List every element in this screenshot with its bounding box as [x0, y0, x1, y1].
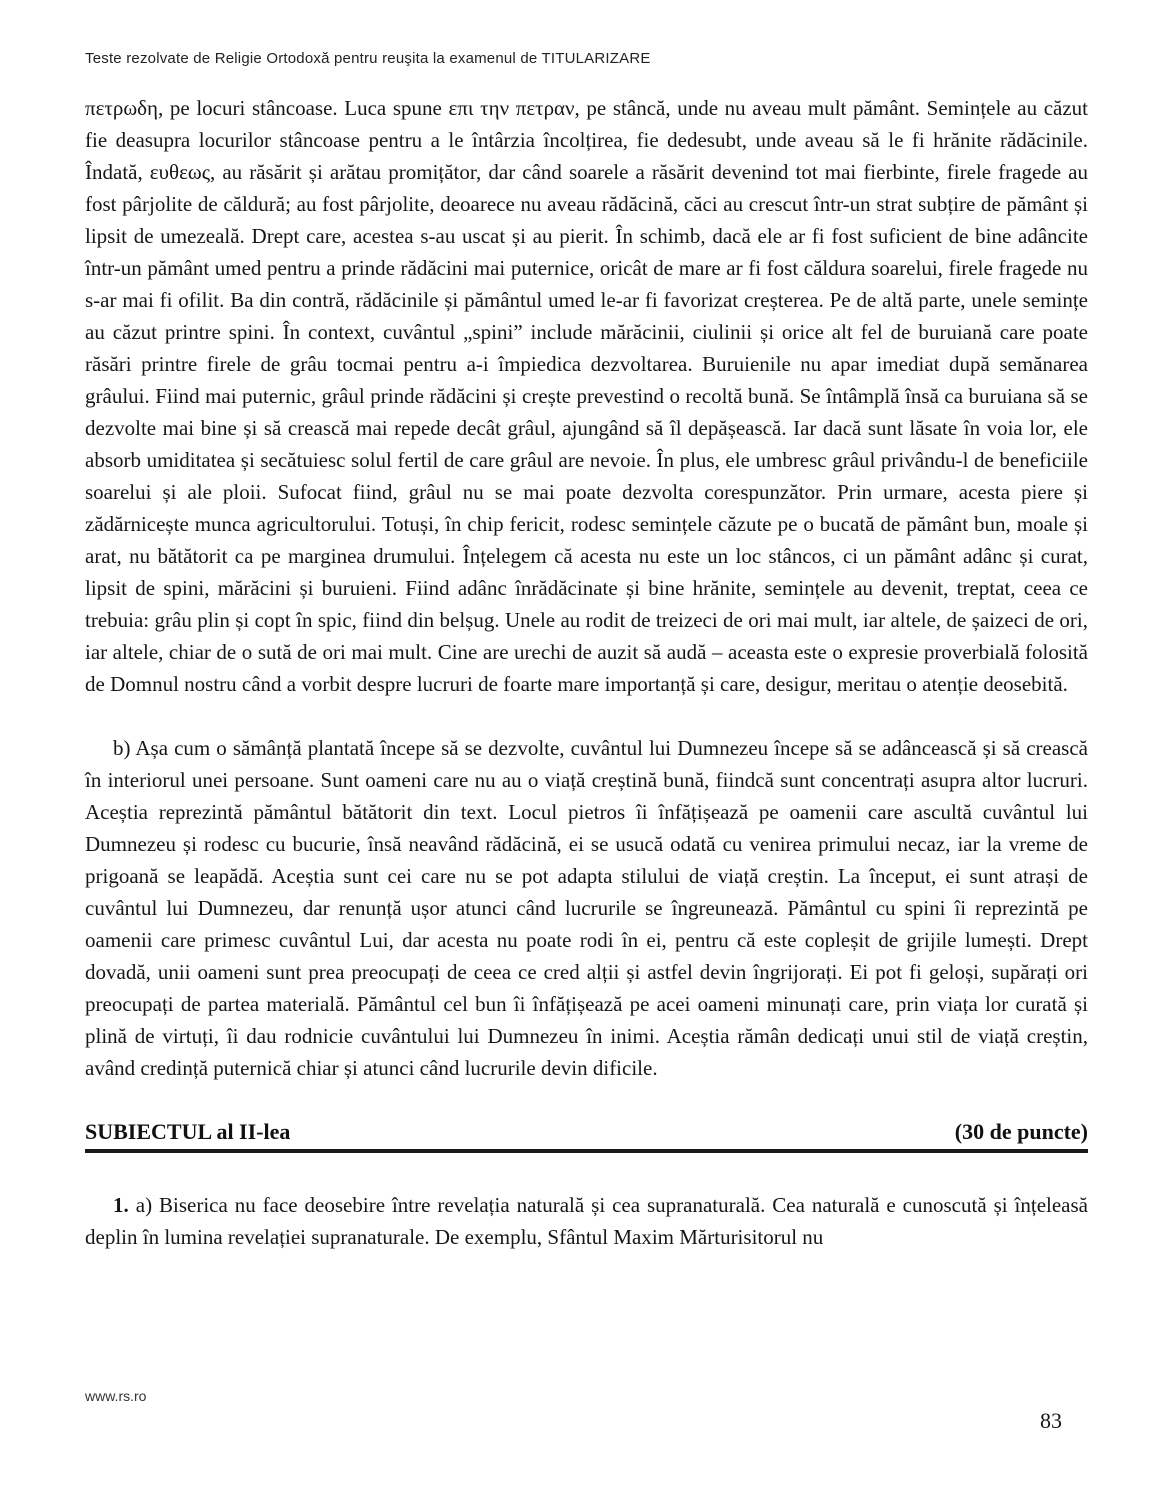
paragraph-b: b) Așa cum o sămânță plantată începe să se dezvolte, cuvântul lui Dumnezeu începe să se adâncească și să crească în interiorul unei persoane. Sunt oameni care nu au o viață creștină bună, fiindcă sunt concentrați asupra altor lucruri. Aceștia reprezintă pământul bătătorit din text. Locul pietros îi înfățișează pe oamenii care ascultă cuvântul lui Dumnezeu și rodesc cu bucurie, însă neavând rădăcină, ei se usucă odată cu venirea primului necaz, iar la vreme de prigoană se leapădă. Aceștia sunt cei care nu se pot adapta stilului de viață creștin. La început, ei sunt atrași de cuvântul lui Dumnezeu, dar renunță ușor atunci când lucrurile se îngreunează. Pământul cu spini îi reprezintă pe oamenii care primesc cuvântul Lui, dar acesta nu poate rodi în ei, pentru că este copleșit de grijile lumești. Drept dovadă, unii oameni sunt prea preocupați de ceea ce cred alții și astfel devin îngrijorați. Ei pot fi geloși, supărați ori preocupați de partea materială. Pământul cel bun îi înfățișează pe acei oameni minunați care, prin viața lor curată și plină de virtuți, îi dau rodnicie cuvântului lui Dumnezeu în inimi. Aceștia rămân dedicați unui stil de viață creștin, având credință puternică chiar și atunci când lucrurile devin dificile.: [85, 736, 1088, 1080]
page-number: 83: [1040, 1408, 1062, 1433]
section-points: (30 de puncte): [954, 1119, 1088, 1144]
page-footer: [85, 1388, 1088, 1434]
answer-text: a) Biserica nu face deosebire între revelația naturală și cea supranaturală. Cea naturală e cunoscută și înțeleasă deplin în lumina revelației supranaturale. De exemplu, Sfântul Maxim Mărturisitorul nu: [85, 1193, 1088, 1249]
section-heading: [85, 1118, 1088, 1153]
paragraph-answer-1: [85, 1189, 1088, 1253]
answer-number: 1.: [113, 1193, 129, 1217]
website-url: www.rs.ro: [85, 1388, 147, 1404]
paragraph-continuation: πετρωδη, pe locuri stâncoase. Luca spune επι την πετραν, pe stâncă, unde nu aveau mult pământ. Semințele au căzut fie deasupra locurilor stâncoase pentru a le întârzia încolțirea, fie dedesubt, unde aveau să le fi hrănite rădăcinile. Îndată, ευθεως, au răsărit și arătau promițător, dar când soarele a răsărit devenind tot mai fierbinte, firele fragede au fost pârjolite de căldură; au fost pârjolite, deoarece nu aveau rădăcină, căci au crescut într-un strat subțire de pământ și lipsit de umezeală. Drept care, acestea s-au uscat și au pierit. În schimb, dacă ele ar fi fost suficient de bine adâncite într-un pământ umed pentru a prinde rădăcini mai puternice, oricât de mare ar fi fost căldura soarelui, firele fragede nu s-ar mai fi ofilit. Ba din contră, rădăcinile și pământul umed le-ar fi favorizat creșterea. Pe de altă parte, unele semințe au căzut printre spini. În context, cuvântul „spini” include mărăcinii, ciulinii și orice alt fel de buruiană care poate răsări printre firele de grâu tocmai pentru a-i împiedica dezvoltarea. Buruienile nu apar imediat după semănarea grâului. Fiind mai puternic, grâul prinde rădăcini și crește prevestind o recoltă bună. Se întâmplă însă ca buruiana să se dezvolte mai bine și să crească mai repede decât grâul, ajungând să îl depășească. Iar dacă sunt lăsate în voia lor, ele absorb umiditatea și secătuiesc solul fertil de care grâul are nevoie. În plus, ele umbresc grâul privându-l de beneficiile soarelui și ale ploii. Sufocat fiind, grâul nu se mai poate dezvolta corespunzător. Prin urmare, acesta piere și zădărnicește munca agricultorului. Totuși, în chip fericit, rodesc semințele căzute pe o bucată de pământ bun, moale și arat, nu bătătorit ca pe marginea drumului. Înțelegem că acesta nu este un loc stâncos, ci un pământ adânc și curat, lipsit de spini, mărăcini și buruieni. Fiind adânc înrădăcinate și bine hrănite, semințele au devenit, treptat, ceea ce trebuia: grâu plin și copt în spic, fiind din belșug. Unele au rodit de treizeci de ori mai mult, iar altele, de șaizeci de ori, iar altele, chiar de o sută de ori mai mult. Cine are urechi de auzit să audă – aceasta este o expresie proverbială folosită de Domnul nostru când a vorbit despre lucruri de foarte mare importanță și care, desigur, meritau o atenție deosebită.: [85, 96, 1088, 696]
body-text: [85, 92, 1088, 1084]
running-header: Teste rezolvate de Religie Ortodoxă pentru reuşita la examenul de TITULARIZARE: [85, 50, 651, 67]
section-title: SUBIECTUL al II-lea: [85, 1119, 291, 1144]
